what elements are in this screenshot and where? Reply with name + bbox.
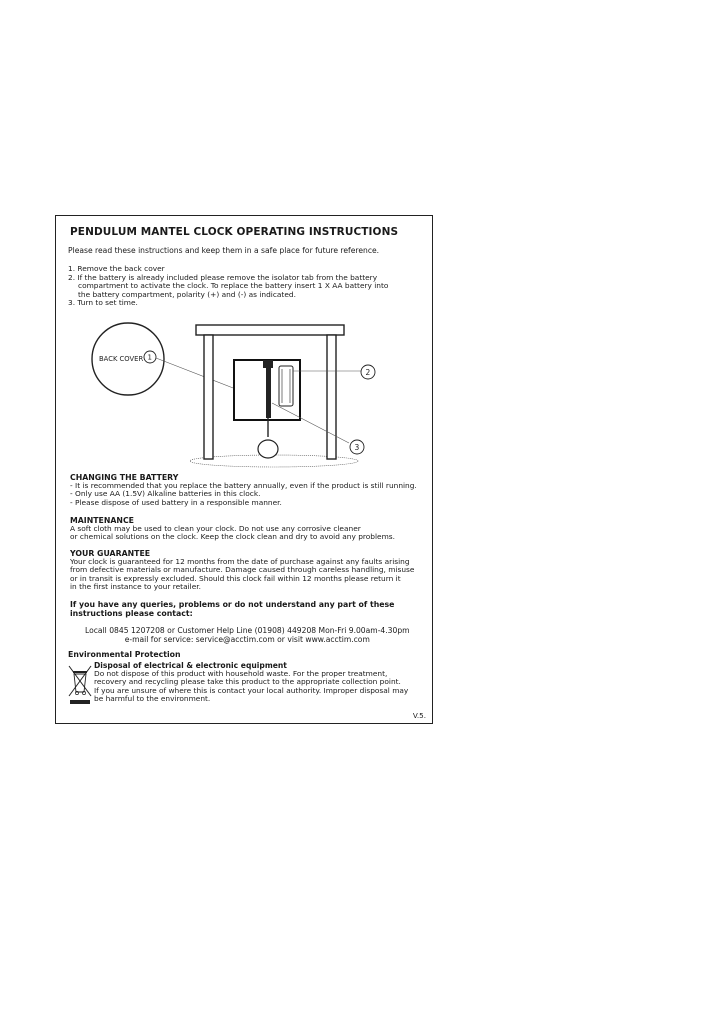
step-3: 3. Turn to set time. — [68, 298, 138, 308]
clock-back-diagram — [86, 321, 406, 471]
maintenance-heading: MAINTENANCE — [70, 516, 134, 525]
step-2-cont: compartment to activate the clock. To replace the battery insert 1 X AA battery into — [78, 281, 389, 291]
battery-compartment — [279, 366, 293, 406]
callout-1-label: 1 — [147, 353, 152, 362]
contact-block — [85, 627, 410, 645]
steps-list — [68, 265, 388, 308]
queries-section — [70, 601, 394, 618]
contact-email: e-mail for service: service@acctim.com or visit www.acctim.com — [124, 634, 370, 644]
callout-3-label: 3 — [354, 443, 360, 452]
weee-bar-icon — [70, 700, 90, 704]
queries-line: If you have any queries, problems or do not understand any part of these — [70, 600, 395, 609]
pendulum-rod — [266, 368, 271, 418]
maintenance-line: or chemical solutions on the clock. Keep the clock clean and dry to avoid any problems. — [70, 532, 395, 542]
back-cover-label: BACK COVER — [99, 355, 144, 363]
clock-top-bar — [196, 325, 344, 335]
changing-battery-line: - It is recommended that you replace the battery annually, even if the product is still running. — [70, 481, 417, 490]
step-2: 2. If the battery is already included please remove the isolator tab from the battery — [68, 272, 378, 282]
leader-line-1 — [156, 358, 246, 393]
weee-bin-icon — [67, 662, 93, 706]
changing-battery-heading: CHANGING THE BATTERY — [70, 473, 179, 482]
step-2-cont: the battery compartment, polarity (+) and (-) as indicated. — [78, 289, 296, 299]
contact-phone: Locall 0845 1207208 or Customer Help Line (01908) 449208 Mon-Fri 9.00am-4.30pm — [85, 626, 410, 635]
environment-line: be harmful to the environment. — [94, 693, 211, 703]
clock-right-leg — [327, 335, 336, 459]
instruction-sheet — [55, 215, 433, 724]
queries-line: instructions please contact: — [70, 608, 193, 618]
weee-bin-body-icon — [74, 674, 86, 692]
clock-left-leg — [204, 335, 213, 459]
time-set-knob — [263, 360, 273, 368]
guarantee-line: or in transit is expressly excluded. Should this clock fail within 12 months please return it — [70, 573, 401, 583]
environment-line: Do not dispose of this product with household waste. For the proper treatment, — [94, 669, 388, 678]
guarantee-heading: YOUR GUARANTEE — [70, 549, 151, 558]
environment-heading: Environmental Protection — [68, 650, 181, 659]
step-1: 1. Remove the back cover — [68, 264, 165, 273]
changing-battery-section — [70, 473, 417, 507]
environment-line: If you are unsure of where this is contact your local authority. Improper disposal may — [94, 685, 409, 695]
changing-battery-line: - Please dispose of used battery in a responsible manner. — [70, 497, 282, 507]
page-title: PENDULUM MANTEL CLOCK OPERATING INSTRUCTIONS — [70, 226, 399, 238]
leader-line-3 — [272, 403, 349, 443]
changing-battery-line: - Only use AA (1.5V) Alkaline batteries in this clock. — [70, 489, 261, 499]
guarantee-section — [70, 549, 414, 591]
maintenance-line: A soft cloth may be used to clean your clock. Do not use any corrosive cleaner — [70, 524, 361, 533]
guarantee-line: from defective materials or manufacture. Damage caused through careless handling, misuse — [70, 565, 415, 575]
intro-text: Please read these instructions and keep them in a safe place for future reference. — [68, 246, 380, 255]
guarantee-line: in the first instance to your retailer. — [70, 581, 201, 591]
guarantee-line: Your clock is guaranteed for 12 months from the date of purchase against any faults arising — [70, 557, 410, 566]
maintenance-section — [70, 516, 395, 542]
pendulum-bob — [258, 440, 278, 458]
version-label: V.5. — [412, 711, 426, 720]
callout-2-label: 2 — [365, 368, 371, 377]
weee-lid-icon — [73, 671, 87, 673]
environment-subheading: Disposal of electrical & electronic equipment — [94, 661, 287, 670]
environment-section — [94, 661, 408, 703]
environment-line: recovery and recycling please take this product to the appropriate collection point. — [94, 677, 401, 687]
